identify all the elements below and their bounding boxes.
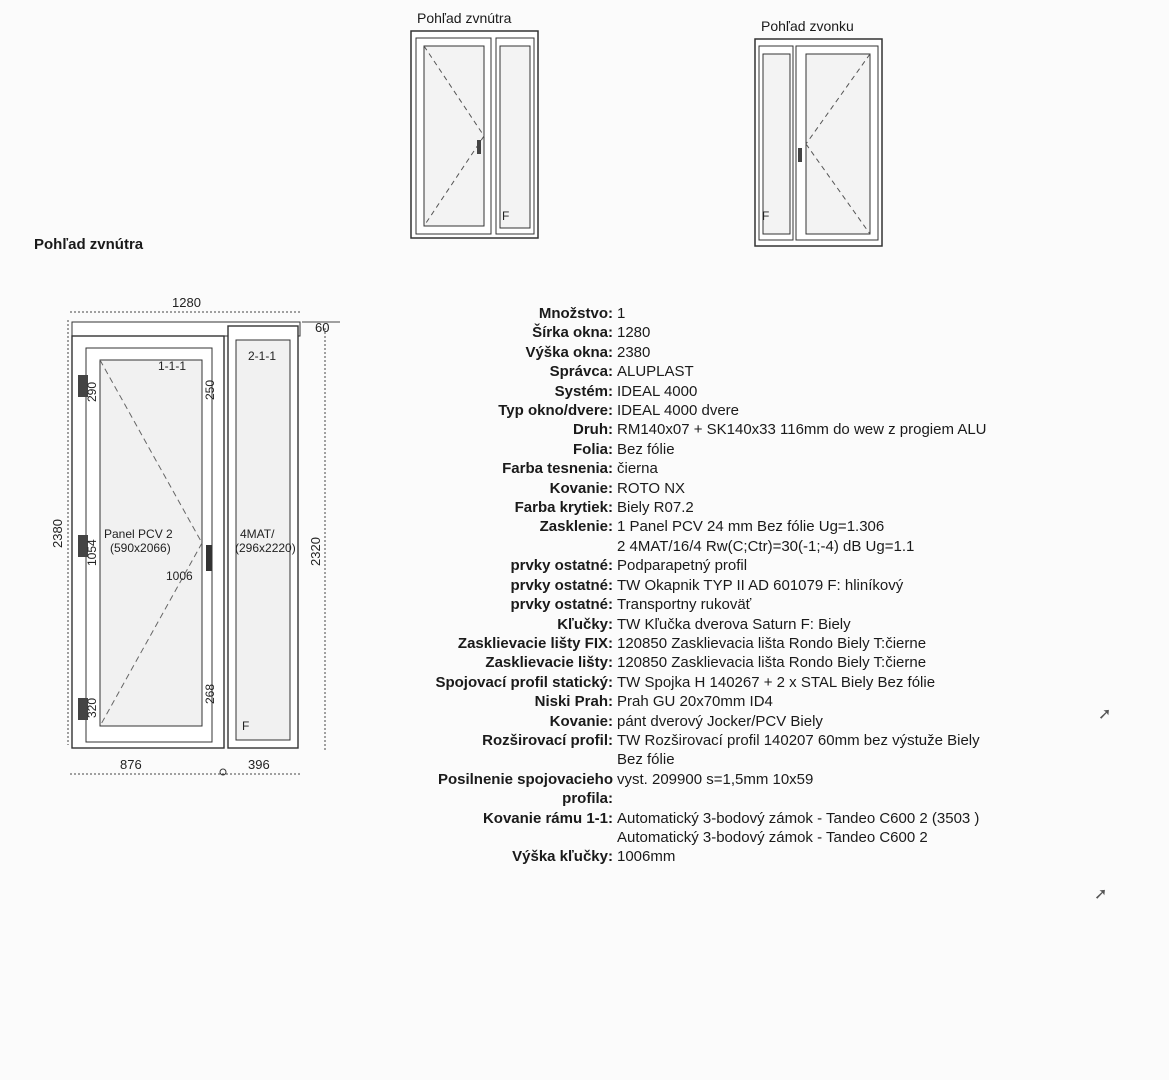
property-key: Výška kľučky:: [512, 848, 613, 866]
inside-view-thumbnail: [410, 30, 540, 240]
property-value-line: Transportny rukoväť: [617, 596, 752, 614]
arrow-icon: ➚: [1098, 706, 1112, 723]
panel-label-line2: (590x2066): [110, 541, 171, 555]
property-key: Kovanie:: [549, 479, 613, 497]
property-value-line: Bez fólie: [617, 751, 675, 769]
property-value: [613, 420, 1140, 439]
glass-label-line1: 4MAT/: [240, 527, 275, 541]
property-key: Správca:: [549, 363, 613, 381]
property-value-line: 120850 Zasklievacia lišta Rondo Biely T:čierne: [617, 634, 927, 652]
property-key: Kovanie rámu 1-1:: [482, 809, 613, 827]
property-value-line: vyst. 209900 s=1,5mm 10x59: [617, 770, 814, 788]
property-key: Výška okna:: [525, 343, 613, 361]
property-value: [613, 653, 1140, 672]
property-row: [400, 634, 1140, 653]
property-key: Množstvo:: [538, 305, 613, 322]
arrow-icon: ➚: [1094, 886, 1108, 903]
dim-bottom-left: 876: [120, 757, 142, 772]
property-row: [400, 304, 1140, 323]
property-value-line: Automatický 3-bodový zámok - Tandeo C600 2: [617, 828, 928, 846]
dim-268: 268: [203, 683, 217, 704]
panel-label-line1: Panel PCV 2: [104, 527, 173, 541]
property-value: [613, 847, 1140, 866]
property-value: [613, 459, 1140, 478]
property-row: [400, 847, 1140, 866]
outside-view-caption: Pohľad zvonku: [761, 18, 854, 34]
property-value: [613, 770, 1140, 809]
property-value-line: Biely R07.2: [617, 499, 694, 517]
property-value: [613, 401, 1140, 420]
property-value: [613, 362, 1140, 381]
property-value: [613, 595, 1140, 614]
property-row: [400, 343, 1140, 362]
property-key: Farba tesnenia:: [502, 460, 613, 478]
property-value: [613, 343, 1140, 362]
glass-label-line2: (296x2220): [235, 541, 296, 555]
property-row: [400, 479, 1140, 498]
property-row: [400, 770, 1140, 809]
property-row: [400, 459, 1140, 478]
property-value-line: Automatický 3-bodový zámok - Tandeo C600 2 (3503 ): [617, 809, 980, 827]
dim-height-total: 2380: [50, 519, 65, 548]
property-value-line: TW Kľučka dverova Saturn F: Biely: [617, 615, 851, 633]
property-value-line: Prah GU 20x70mm ID4: [617, 693, 773, 711]
sash-label: 1-1-1: [158, 359, 187, 373]
outside-view-marker: F: [762, 209, 770, 223]
property-key: Posilnenie spojovacieho profila:: [437, 770, 613, 808]
property-value: [613, 440, 1140, 459]
property-value-line: IDEAL 4000 dvere: [617, 402, 740, 420]
property-value: [613, 498, 1140, 517]
property-value: [613, 382, 1140, 401]
property-value-line: IDEAL 4000: [617, 382, 698, 400]
property-row: [400, 692, 1140, 711]
property-row: [400, 323, 1140, 342]
property-key: Rozširovací profil:: [482, 731, 613, 749]
property-value: [613, 304, 1140, 323]
property-value-line: 1280: [617, 324, 651, 342]
section-heading: Pohľad zvnútra: [34, 236, 144, 253]
property-key: Typ okno/dvere:: [498, 402, 613, 420]
property-key: Kovanie:: [549, 712, 613, 730]
dim-250: 250: [203, 379, 217, 400]
property-value: [613, 517, 1140, 556]
property-key: prvky ostatné:: [510, 596, 613, 614]
property-row: [400, 517, 1140, 556]
hinge-top-dim: 290: [85, 381, 99, 402]
outside-view-thumbnail: [754, 38, 884, 248]
property-value-line: Podparapetný profil: [617, 557, 748, 575]
inside-view-marker: F: [502, 209, 510, 223]
property-value-line: 1 Panel PCV 24 mm Bez fólie Ug=1.306: [617, 518, 885, 536]
property-value-line: ROTO NX: [617, 479, 686, 497]
property-value: [613, 556, 1140, 575]
property-value-line: čierna: [617, 460, 658, 478]
property-key: Zasklenie:: [539, 518, 613, 536]
property-value-line: ALUPLAST: [617, 363, 694, 381]
property-value: [613, 692, 1140, 711]
property-key: Farba krytiek:: [514, 499, 613, 517]
hinge-mid-dim: 1054: [85, 539, 99, 566]
property-key: Kľučky:: [557, 615, 613, 633]
property-row: [400, 731, 1140, 770]
property-key: prvky ostatné:: [510, 576, 613, 594]
property-value: [613, 615, 1140, 634]
property-key: Niski Prah:: [534, 693, 613, 711]
property-row: [400, 382, 1140, 401]
property-row: [400, 362, 1140, 381]
dim-width-total: 1280: [172, 295, 201, 310]
property-value: [613, 634, 1140, 653]
property-value-line: pánt dverový Jocker/PCV Biely: [617, 712, 823, 730]
hinge-bottom-dim: 320: [85, 697, 99, 718]
dim-bottom-right: 396: [248, 757, 270, 772]
property-row: [400, 712, 1140, 731]
property-key: Druh:: [573, 421, 613, 439]
property-row: [400, 595, 1140, 614]
property-key: Šírka okna:: [532, 324, 613, 342]
property-row: [400, 653, 1140, 672]
property-key: Spojovací profil statický:: [435, 673, 613, 691]
property-row: [400, 615, 1140, 634]
property-value-line: 1006mm: [617, 848, 676, 866]
dim-height-right: 2320: [308, 537, 323, 566]
property-value-line: TW Rozširovací profil 140207 60mm bez výstuže Biely: [617, 731, 980, 749]
property-key: Folia:: [573, 440, 613, 458]
property-key: Zasklievacie lišty FIX:: [457, 634, 613, 652]
inside-view-caption: Pohľad zvnútra: [417, 10, 512, 26]
fixed-label: 2-1-1: [248, 349, 277, 363]
property-value: [613, 479, 1140, 498]
property-row: [400, 498, 1140, 517]
property-row: [400, 673, 1140, 692]
property-row: [400, 440, 1140, 459]
fixed-marker: F: [242, 719, 250, 733]
property-row: [400, 576, 1140, 595]
property-value: [613, 673, 1140, 692]
property-value: [613, 323, 1140, 342]
property-value-line: TW Spojka H 140267 + 2 x STAL Biely Bez fólie: [617, 673, 936, 691]
property-value-line: TW Okapnik TYP II AD 601079 F: hliníkový: [617, 576, 904, 594]
property-row: [400, 556, 1140, 575]
property-value: [613, 809, 1140, 848]
property-key: prvky ostatné:: [510, 557, 613, 575]
property-key: Zasklievacie lišty:: [485, 654, 613, 672]
property-value-line: RM140x07 + SK140x33 116mm do wew z progiem ALU: [617, 421, 987, 439]
properties-table: [400, 304, 1140, 867]
property-value: [613, 712, 1140, 731]
property-key: Systém:: [554, 382, 613, 400]
property-value-line: 2380: [617, 343, 651, 361]
property-value: [613, 576, 1140, 595]
door-technical-drawing: [30, 290, 350, 790]
property-row: [400, 809, 1140, 848]
property-value-line: 120850 Zasklievacia lišta Rondo Biely T:čierne: [617, 654, 927, 672]
property-row: [400, 401, 1140, 420]
handle-height-label: 1006: [166, 569, 193, 583]
property-value-line: Bez fólie: [617, 440, 675, 458]
property-value: [613, 731, 1140, 770]
dim-offset-top: 60: [315, 320, 330, 335]
property-value-line: 2 4MAT/16/4 Rw(C;Ctr)=30(-1;-4) dB Ug=1.1: [617, 537, 915, 555]
property-row: [400, 420, 1140, 439]
property-value-line: 1: [617, 305, 626, 322]
